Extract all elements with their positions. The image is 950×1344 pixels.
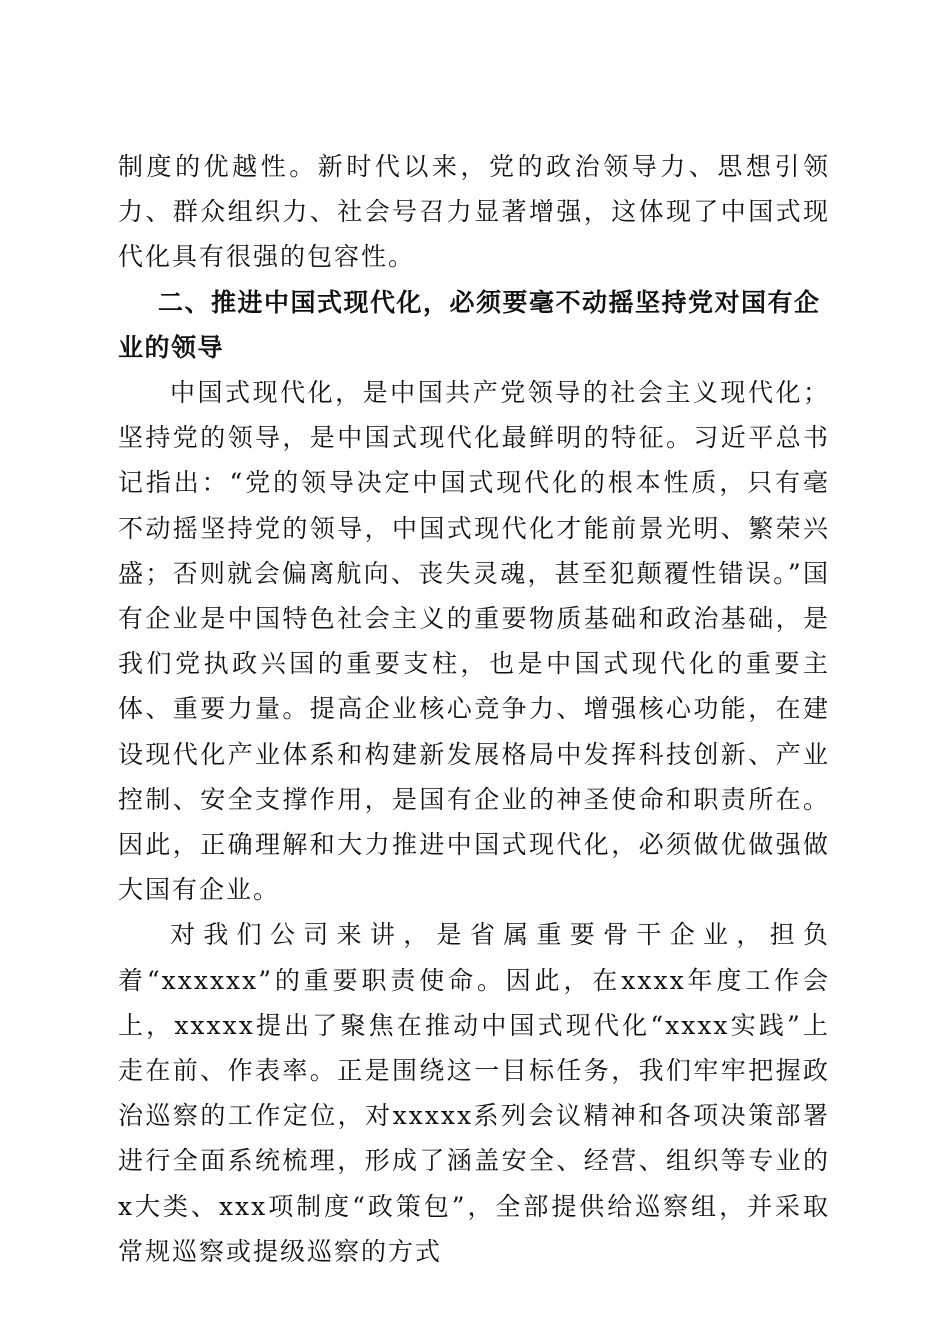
- paragraph-company-practice: 对我们公司来讲，是省属重要骨干企业，担负着“xxxxxx”的重要职责使命。因此，在xxxx年度工作会上，xxxxx提出了聚焦在推动中国式现代化“xxxx实践”上走在前、作表率。正是围绕这一目标任务，我们牢牢把握政治巡察的工作定位，对xxxxx系列会议精神和各项决策部署进行全面系统梳理，形成了涵盖安全、经营、组织等专业的x大类、xxx项制度“政策包”，全部提供给巡察组，并采取常规巡察或提级巡察的方式: [118, 920, 830, 1266]
- document-page: [118, 144, 830, 1274]
- paragraph-continuation: 制度的优越性。新时代以来，党的政治领导力、思想引领力、群众组织力、社会号召力显著增强，这体现了中国式现代化具有很强的包容性。: [118, 152, 830, 272]
- paragraph-party-leadership: 中国式现代化，是中国共产党领导的社会主义现代化；坚持党的领导，是中国式现代化最鲜明的特征。习近平总书记指出：“党的领导决定中国式现代化的根本性质，只有毫不动摇坚持党的领导，中国式现代化才能前景光明、繁荣兴盛；否则就会偏离航向、丧失灵魂，甚至犯颠覆性错误。”国有企业是中国特色社会主义的重要物质基础和政治基础，是我们党执政兴国的重要支柱，也是中国式现代化的重要主体、重要力量。提高企业核心竞争力、增强核心功能，在建设现代化产业体系和构建新发展格局中发挥科技创新、产业控制、安全支撑作用，是国有企业的神圣使命和职责所在。因此，正确理解和大力推进中国式现代化，必须做优做强做大国有企业。: [118, 378, 830, 905]
- section-heading: 二、推进中国式现代化，必须要毫不动摇坚持党对国有企业的领导: [118, 287, 821, 362]
